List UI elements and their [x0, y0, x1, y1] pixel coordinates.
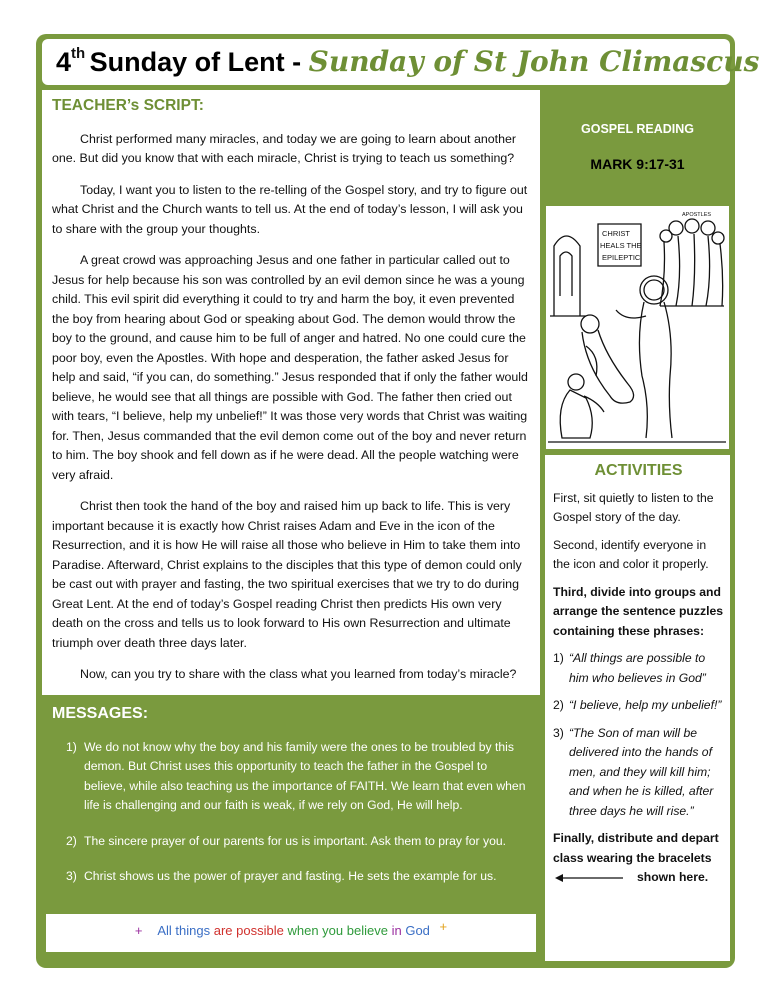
activity-final-step-end [553, 868, 724, 888]
phrase-text: “All things are possible to him who believes in God” [569, 651, 706, 685]
messages-section [42, 700, 540, 910]
phrase-item-1 [553, 649, 724, 688]
phrase-number: 3) [553, 725, 564, 740]
title-superscript: th [71, 45, 86, 62]
phrase-text: “I believe, help my unbelief!” [569, 698, 722, 712]
message-item-3 [52, 867, 530, 887]
message-number: 2) [66, 833, 77, 848]
gospel-reading-title: GOSPEL READING [581, 122, 694, 136]
message-text: We do not know why the boy and his family were the ones to be troubled by this demon. But Christ uses this opportunity to teach the father in the Gospel to believe, while also teaching us the importance of FAITH. We learn that even when life is challenging and our faith is weak, if we rely on God, He will help. [84, 739, 526, 812]
activities-heading: ACTIVITIES [594, 462, 683, 479]
icon-caption-line-2: HEALS THE [600, 241, 642, 250]
script-paragraph-1: Christ performed many miracles, and today we are going to learn about another one. But did you know that with each miracle, Christ is trying to teach us something? [52, 131, 516, 165]
message-number: 1) [66, 739, 77, 754]
phrase-number: 2) [553, 698, 564, 712]
title-subtitle: Sunday of St John Climascus [308, 45, 760, 78]
banner-word-5: God [405, 923, 430, 938]
phrase-text: “The Son of man will be delivered into the hands of men, and they will kill him; and when he is killed, after three days he will rise.” [569, 725, 714, 818]
script-paragraph-5: Now, can you try to share with the class what you learned from today’s miracle? [80, 667, 517, 681]
message-text: The sincere prayer of our parents for us is important. Ask them to pray for you. [84, 833, 507, 848]
gospel-reading-section [545, 90, 730, 200]
activity-step-3: Third, divide into groups and arrange the sentence puzzles containing these phrases: [553, 584, 724, 638]
banner-word-2: are possible [213, 923, 284, 938]
message-number: 3) [66, 869, 77, 883]
activities-section [545, 455, 730, 961]
christ-heals-epileptic-icon [546, 206, 729, 449]
script-paragraph-2: Today, I want you to listen to the re-telling of the Gospel story, and try to figure out what Christ and the Church wants to tell us. At the end of today’s lesson, I will ask you to share with the group your thoughts. [52, 182, 528, 236]
message-text: Christ shows us the power of prayer and fasting. He sets the example for us. [84, 869, 497, 883]
activity-step-2: Second, identify everyone in the icon and color it properly. [553, 537, 709, 571]
messages-heading: MESSAGES: [52, 705, 149, 722]
banner-word-1: All things [157, 923, 211, 938]
icon-caption-line-3: EPILEPTIC [602, 253, 641, 262]
gospel-reference: MARK 9:17-31 [590, 156, 685, 172]
bracelet-banner [46, 914, 536, 952]
teachers-script-heading: TEACHER’s SCRIPT: [52, 97, 204, 114]
phrase-item-3 [553, 724, 724, 822]
script-paragraph-3: A great crowd was approaching Jesus and one father in particular called out to Jesus for help because his son was controlled by an evil demon since he was a young child. This evil spirit did everything it could to try and harm the boy, it even prevented the boy from hearing about God or speaking about God. The demon would throw the boy to the ground, and cause him to be full of anger and hatred. No one could cure the poor boy, even the Apostles. With hope and desperation, the father asked Jesus for help and said, “if you can, do something.” Jesus responded that if only the father would believe, he would see that all things are possible with God. The father then cried out with tears, “I believe, help my unbelief!” It was those very words that Christ was waiting for. Then, Jesus commanded that the evil demon come out of the boy and never return to him. The boy shook and fell down as if he were dead. All the people watching were very afraid. [52, 253, 528, 482]
page-title [42, 39, 760, 85]
icon-caption-line-1: CHRIST [602, 229, 630, 238]
banner-word-4: in [391, 923, 402, 938]
activity-final-step-tail: shown here. [637, 870, 709, 884]
icon-illustration [545, 205, 730, 450]
activity-final-step: Finally, distribute and depart class wearing the bracelets [553, 831, 719, 865]
script-paragraph-4: Christ then took the hand of the boy and raised him up back to life. This is very important because it is exactly how Christ raises Adam and Eve in the icon of the Resurrection, and it is how He will raise all those who believe in Him to take them into Paradise. Afterward, Christ explains to the disciples that this type of demon could only be cast out with prayer and fasting, the two spiritual exercises that we try to do during Great Lent. At the end of today’s Gospel reading Christ then predicts His own very death on the cross and tells us to look forward to His own Resurrection and ultimate triumph over death three days later. [52, 499, 522, 650]
icon-label-apostles: APOSTLES [682, 212, 712, 218]
plus-right-icon: + [439, 919, 448, 934]
message-item-2 [52, 832, 530, 852]
arrow-left-icon [553, 872, 625, 884]
phrase-item-2 [553, 696, 724, 716]
activity-step-1: First, sit quietly to listen to the Gospel story of the day. [553, 490, 714, 524]
title-number: 4 [56, 47, 72, 77]
title-main-text: Sunday of Lent - [89, 47, 309, 77]
teachers-script-section [42, 90, 540, 695]
message-item-1 [52, 738, 530, 816]
phrase-number: 1) [553, 651, 564, 665]
banner-word-3: when you believe [287, 923, 388, 938]
plus-left-icon: + [134, 923, 143, 938]
